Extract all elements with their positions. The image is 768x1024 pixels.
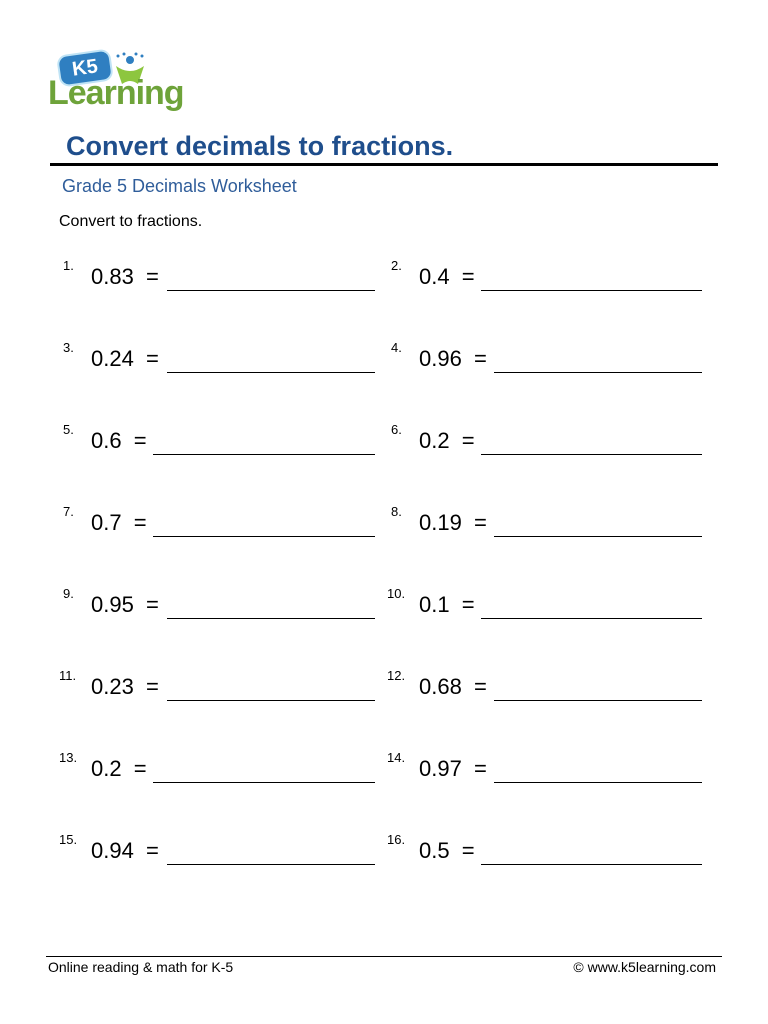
answer-line[interactable] xyxy=(153,536,375,537)
answer-line[interactable] xyxy=(481,618,702,619)
problem-expression: 0.4 = xyxy=(419,264,475,289)
problem-expression: 0.23 = xyxy=(91,674,159,699)
worksheet-subtitle: Grade 5 Decimals Worksheet xyxy=(62,176,297,196)
problem-item xyxy=(58,832,388,872)
instructions: Convert to fractions. xyxy=(59,213,203,230)
answer-line[interactable] xyxy=(494,372,702,373)
problem-expression: 0.5 = xyxy=(419,838,475,863)
problem-item xyxy=(58,422,388,462)
answer-line[interactable] xyxy=(481,454,702,455)
problem-expression: 0.24 = xyxy=(91,346,159,371)
problem-expression: 0.2 = xyxy=(91,756,147,781)
footer-tagline: Online reading & math for K-5 xyxy=(48,959,234,975)
answer-line[interactable] xyxy=(481,290,702,291)
problem-expression: 0.68 = xyxy=(419,674,487,699)
answer-line[interactable] xyxy=(494,782,702,783)
problem-expression: 0.7 = xyxy=(91,510,147,535)
logo-badge: K5 xyxy=(56,48,114,87)
problem-expression: 0.1 = xyxy=(419,592,475,617)
problem-item xyxy=(386,586,716,626)
answer-line[interactable] xyxy=(167,618,375,619)
answer-line[interactable] xyxy=(167,290,375,291)
problem-number: 13. xyxy=(59,750,78,765)
problem-expression: 0.95 = xyxy=(91,592,159,617)
footer-divider xyxy=(46,956,722,957)
k5-learning-logo xyxy=(48,50,188,114)
problem-number: 4. xyxy=(391,340,402,355)
answer-line[interactable] xyxy=(167,700,375,701)
problem-item xyxy=(58,668,388,708)
answer-line[interactable] xyxy=(494,536,702,537)
problem-item xyxy=(386,832,716,872)
problem-expression: 0.6 = xyxy=(91,428,147,453)
problem-number: 9. xyxy=(63,586,74,601)
problem-number: 12. xyxy=(387,668,406,683)
footer-copyright: © www.k5learning.com xyxy=(573,959,716,975)
problem-expression: 0.94 = xyxy=(91,838,159,863)
problem-item xyxy=(58,504,388,544)
problem-item xyxy=(58,258,388,298)
problem-number: 8. xyxy=(391,504,402,519)
problem-item xyxy=(58,340,388,380)
problem-number: 5. xyxy=(63,422,74,437)
problem-item xyxy=(386,750,716,790)
problem-item xyxy=(386,504,716,544)
problem-item xyxy=(58,586,388,626)
problem-number: 16. xyxy=(387,832,406,847)
answer-line[interactable] xyxy=(494,700,702,701)
answer-line[interactable] xyxy=(153,454,375,455)
logo-word: Learning xyxy=(48,74,184,112)
problem-expression: 0.19 = xyxy=(419,510,487,535)
title-divider xyxy=(50,163,718,166)
worksheet-title: Convert decimals to fractions. xyxy=(66,131,454,161)
problem-item xyxy=(386,668,716,708)
problem-number: 14. xyxy=(387,750,406,765)
answer-line[interactable] xyxy=(153,782,375,783)
problem-number: 10. xyxy=(387,586,406,601)
answer-line[interactable] xyxy=(167,864,375,865)
problem-number: 2. xyxy=(391,258,402,273)
problem-number: 15. xyxy=(59,832,78,847)
problem-number: 6. xyxy=(391,422,402,437)
problem-expression: 0.2 = xyxy=(419,428,475,453)
problem-number: 7. xyxy=(63,504,74,519)
problem-item xyxy=(386,258,716,298)
problem-item xyxy=(58,750,388,790)
problem-number: 3. xyxy=(63,340,74,355)
problem-number: 1. xyxy=(63,258,74,273)
problem-item xyxy=(386,340,716,380)
problem-expression: 0.97 = xyxy=(419,756,487,781)
answer-line[interactable] xyxy=(167,372,375,373)
answer-line[interactable] xyxy=(481,864,702,865)
problem-expression: 0.83 = xyxy=(91,264,159,289)
problem-item xyxy=(386,422,716,462)
problem-number: 11. xyxy=(59,668,77,683)
problem-expression: 0.96 = xyxy=(419,346,487,371)
